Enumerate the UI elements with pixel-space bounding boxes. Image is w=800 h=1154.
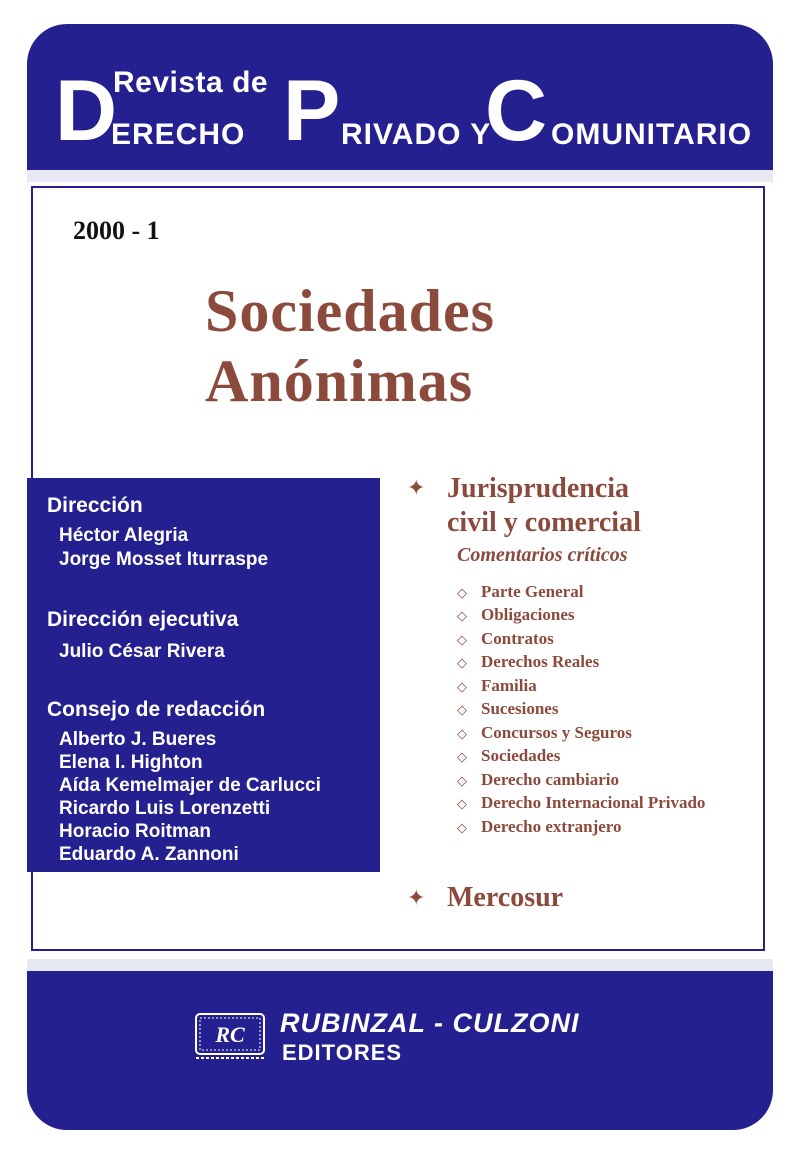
topic-bullet-icon: ◇ — [457, 656, 467, 671]
topic-item — [457, 746, 560, 769]
topic-bullet-icon: ◇ — [457, 821, 467, 836]
consejo-member: Horacio Roitman — [59, 821, 212, 842]
divider-stripe-top — [27, 170, 773, 182]
direccion-member: Héctor Alegria — [59, 525, 189, 546]
topic-bullet-icon: ◇ — [457, 727, 467, 742]
topic-item — [457, 723, 632, 746]
title-initial-p: P — [283, 63, 341, 159]
title-word-derecho: ERECHO — [111, 118, 246, 151]
topic-label: Parte General — [481, 582, 584, 601]
section-mercosur: Mercosur — [447, 882, 564, 913]
section-bullet-icon: ✦ — [407, 476, 426, 501]
title-initial-d: D — [55, 63, 118, 159]
section-subtitle: Comentarios críticos — [457, 544, 628, 566]
topic-bullet-icon: ◇ — [457, 633, 467, 648]
topic-bullet-icon: ◇ — [457, 797, 467, 812]
topic-bullet-icon: ◇ — [457, 703, 467, 718]
topic-label: Contratos — [481, 629, 554, 648]
consejo-member: Alberto J. Bueres — [59, 729, 217, 750]
section-title-line1: Jurisprudencia — [447, 473, 630, 504]
topic-label: Derecho extranjero — [481, 817, 622, 836]
topic-item — [457, 582, 583, 605]
publisher-subtitle: EDITORES — [282, 1040, 403, 1065]
ejecutiva-heading: Dirección ejecutiva — [47, 608, 239, 631]
issue-title-line2: Anónimas — [205, 348, 474, 414]
contents-column — [407, 182, 773, 959]
topic-label: Sociedades — [481, 746, 561, 765]
topic-label: Obligaciones — [481, 605, 575, 624]
topic-label: Familia — [481, 676, 537, 695]
section-bullet-icon: ✦ — [407, 886, 426, 911]
section-title — [447, 472, 641, 540]
topic-label: Derecho Internacional Privado — [481, 793, 706, 812]
topic-item — [457, 676, 537, 699]
divider-stripe-bottom — [27, 959, 773, 971]
publisher-logo-icon — [190, 1004, 270, 1062]
journal-title — [55, 58, 753, 168]
issue-year: 2000 - 1 — [73, 216, 160, 245]
topic-item — [457, 793, 705, 816]
topic-label: Derecho cambiario — [481, 770, 620, 789]
content-panel — [27, 182, 773, 959]
publisher-name: RUBINZAL - CULZONI — [280, 1008, 580, 1038]
consejo-member: Ricardo Luis Lorenzetti — [59, 798, 271, 819]
direccion-member: Jorge Mosset Iturraspe — [59, 549, 269, 570]
topic-item — [457, 652, 599, 675]
topic-item — [457, 629, 554, 652]
topic-bullet-icon: ◇ — [457, 774, 467, 789]
topic-label: Derechos Reales — [481, 652, 600, 671]
direccion-heading: Dirección — [47, 494, 143, 517]
journal-cover — [27, 24, 773, 1130]
topic-item — [457, 770, 619, 793]
consejo-member: Eduardo A. Zannoni — [59, 844, 239, 865]
topic-bullet-icon: ◇ — [457, 680, 467, 695]
topic-bullet-icon: ◇ — [457, 609, 467, 624]
title-prefix: Revista de — [113, 66, 269, 99]
topic-item — [457, 605, 575, 628]
ejecutiva-member: Julio César Rivera — [59, 641, 225, 662]
topic-label: Sucesiones — [481, 699, 559, 718]
topic-item — [457, 817, 622, 840]
title-word-privado: RIVADO Y — [341, 118, 492, 151]
topic-bullet-icon: ◇ — [457, 586, 467, 601]
topic-label: Concursos y Seguros — [481, 723, 632, 742]
editorial-board — [27, 478, 380, 872]
title-initial-c: C — [485, 63, 548, 159]
consejo-member: Aída Kemelmajer de Carlucci — [59, 775, 321, 796]
consejo-heading: Consejo de redacción — [47, 698, 266, 721]
topic-bullet-icon: ◇ — [457, 750, 467, 765]
publisher-block — [190, 1004, 610, 1074]
svg-text:RC: RC — [215, 1022, 245, 1047]
consejo-member: Elena I. Highton — [59, 752, 203, 773]
issue-title-line1: Sociedades — [205, 278, 496, 344]
section-title-line2: civil y comercial — [447, 507, 641, 538]
title-word-comunitario: OMUNITARIO — [551, 118, 753, 151]
topic-item — [457, 699, 558, 722]
